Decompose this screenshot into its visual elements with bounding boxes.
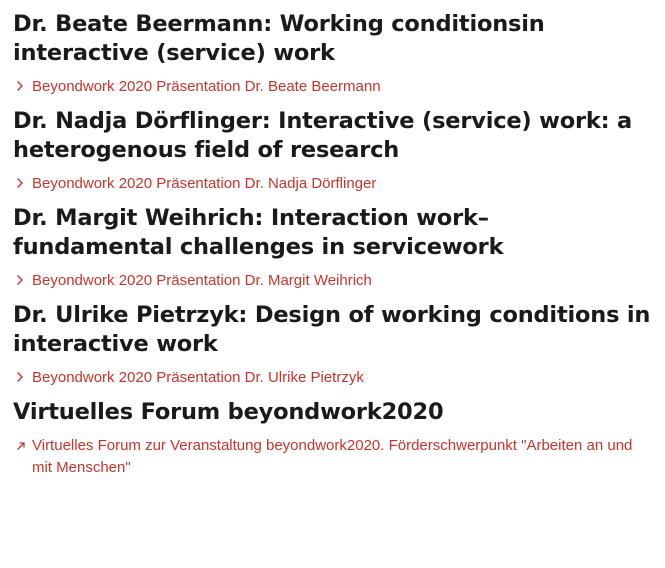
chevron-right-icon: [16, 270, 26, 290]
chevron-right-icon: [16, 76, 26, 96]
external-link-arrow-icon: [16, 436, 26, 456]
chevron-right-icon: [16, 173, 26, 193]
download-link-weihrich[interactable]: [13, 270, 653, 292]
external-link-virtual-forum[interactable]: [13, 435, 653, 479]
link-text[interactable]: Beyondwork 2020 Präsentation Dr. Margit Weihrich: [32, 272, 372, 289]
link-text[interactable]: Beyondwork 2020 Präsentation Dr. Beate Beermann: [32, 78, 381, 95]
section-title: Dr. Nadja Dörflinger: Interactive (service) work: a heterogenous field of research: [13, 108, 633, 163]
chevron-right-icon: [16, 367, 26, 387]
link-text[interactable]: Virtuelles Forum zur Veranstaltung beyondwork2020. Förderschwerpunkt "Arbeiten an und mit Menschen": [32, 437, 633, 476]
download-link-pietrzyk[interactable]: [13, 367, 653, 389]
section-title: Dr. Beate Beermann: Working conditionsin interactive (service) work: [13, 11, 545, 66]
section-title: Virtuelles Forum beyondwork2020: [13, 399, 444, 425]
link-text[interactable]: Beyondwork 2020 Präsentation Dr. Nadja Dörflinger: [32, 175, 377, 192]
section-title: Dr. Ulrike Pietrzyk: Design of working conditions in interactive work: [13, 302, 651, 357]
section-weihrich: [13, 204, 653, 292]
section-pietrzyk: [13, 301, 653, 389]
section-beermann: [13, 10, 653, 98]
section-title: Dr. Margit Weihrich: Interaction work– fundamental challenges in servicework: [13, 205, 504, 260]
section-virtual-forum: [13, 398, 653, 479]
download-link-doerflinger[interactable]: [13, 173, 653, 195]
link-text[interactable]: Beyondwork 2020 Präsentation Dr. Ulrike Pietrzyk: [32, 369, 364, 386]
download-link-beermann[interactable]: [13, 76, 653, 98]
section-doerflinger: [13, 107, 653, 195]
